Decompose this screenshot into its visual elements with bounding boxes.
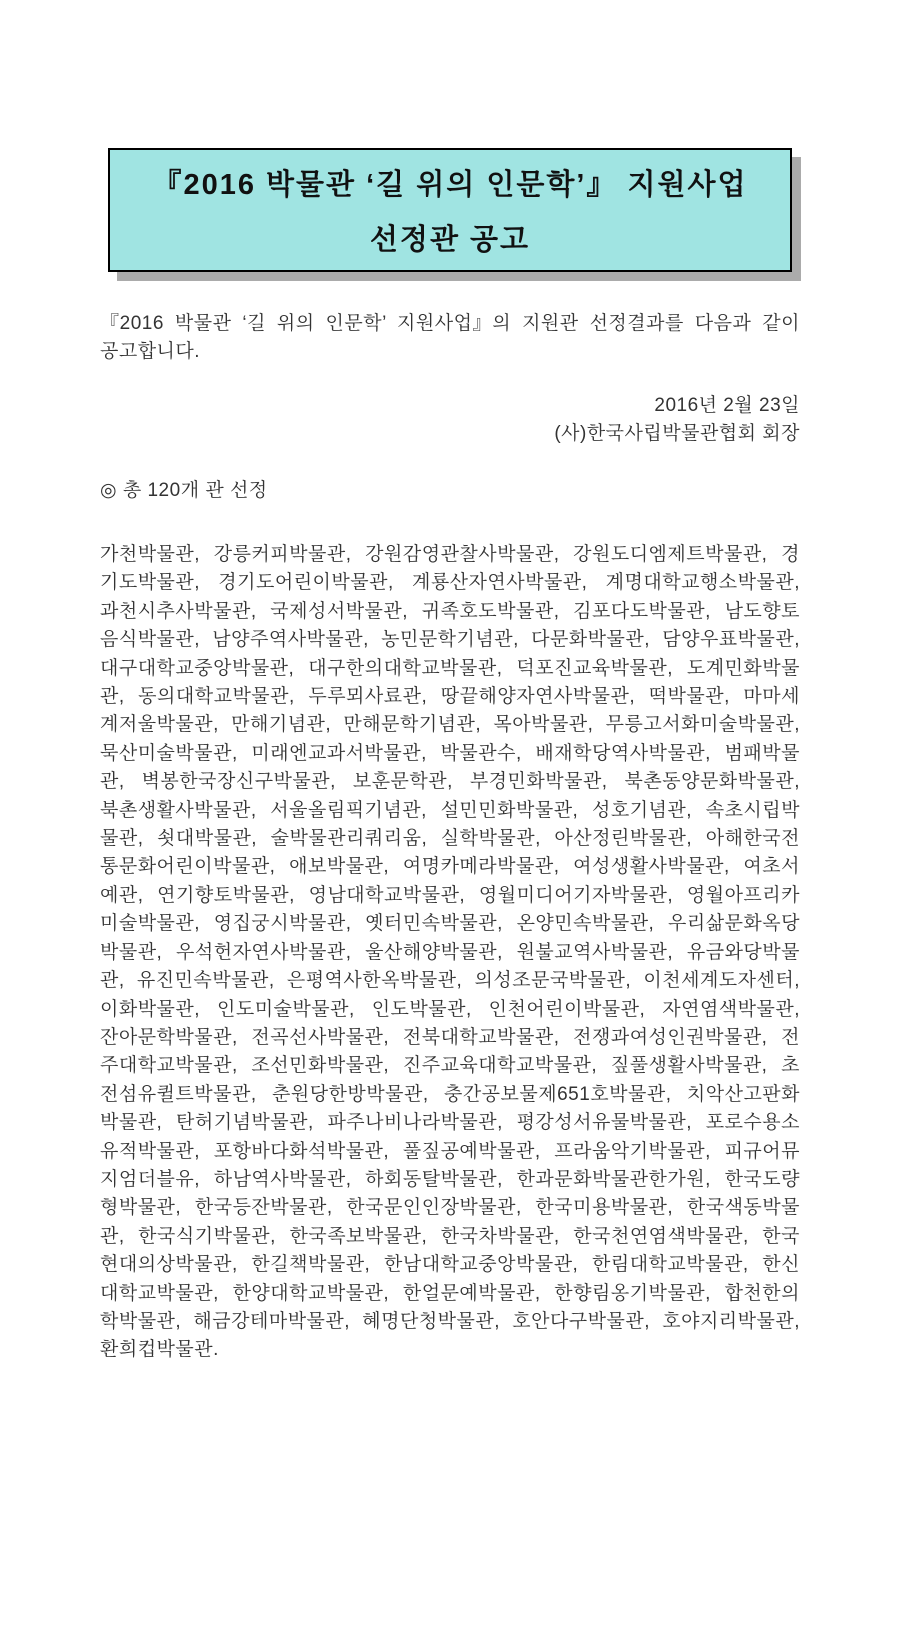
date-signature-block: [100, 392, 800, 448]
intro-paragraph: 『2016 박물관 ‘길 위의 인문학’ 지원사업』의 지원관 선정결과를 다음과 같이 공고합니다.: [100, 313, 800, 362]
selected-museums-list: 가천박물관, 강릉커피박물관, 강원감영관찰사박물관, 강원도디엠제트박물관, 경기도박물관, 경기도어린이박물관, 계룡산자연사박물관, 계명대학교행소박물관, 과천시추사박물관, 국제성서박물관, 귀족호도박물관, 김포다도박물관, 남도향토음식박물관, 남양주역사박물관, 농민문학기념관, 다문화박물관, 담양우표박물관, 대구대학교중앙박물관, 대구한의대학교박물관, 덕포진교육박물관, 도계민화박물관, 동의대학교박물관, 두루뫼사료관, 땅끝해양자연사박물관, 떡박물관, 마마세계저울박물관, 만해기념관, 만해문학기념관, 목아박물관, 무릉고서화미술박물관, 묵산미술박물관, 미래엔교과서박물관, 박물관수, 배재학당역사박물관, 범패박물관, 벽봉한국장신구박물관, 보훈문학관, 부경민화박물관, 북촌동양문화박물관, 북촌생활사박물관, 서울올림픽기념관, 설민민화박물관, 성호기념관, 속초시립박물관, 쇳대박물관, 술박물관리쿼리움, 실학박물관, 아산정린박물관, 아해한국전통문화어린이박물관, 애보박물관, 여명카메라박물관, 여성생활사박물관, 여초서예관, 연기향토박물관, 영남대학교박물관, 영월미디어기자박물관, 영월아프리카미술박물관, 영집궁시박물관, 옛터민속박물관, 온양민속박물관, 우리삶문화옥당박물관, 우석헌자연사박물관, 울산해양박물관, 원불교역사박물관, 유금와당박물관, 유진민속박물관, 은평역사한옥박물관, 의성조문국박물관, 이천세계도자센터, 이화박물관, 인도미술박물관, 인도박물관, 인천어린이박물관, 자연염색박물관, 잔아문학박물관, 전곡선사박물관, 전북대학교박물관, 전쟁과여성인권박물관, 전주대학교박물관, 조선민화박물관, 진주교육대학교박물관, 짚풀생활사박물관, 초전섬유퀼트박물관, 춘원당한방박물관, 충간공보물제651호박물관, 치악산고판화박물관, 탄허기념박물관, 파주나비나라박물관, 평강성서유물박물관, 포로수용소유적박물관, 포항바다화석박물관, 풀짚공예박물관, 프라움악기박물관, 피규어뮤지엄더블유, 하남역사박물관, 하회동탈박물관, 한과문화박물관한가원, 한국도량형박물관, 한국등잔박물관, 한국문인인장박물관, 한국미용박물관, 한국색동박물관, 한국식기박물관, 한국족보박물관, 한국차박물관, 한국천연염색박물관, 한국현대의상박물관, 한길책박물관, 한남대학교중앙박물관, 한림대학교박물관, 한신대학교박물관, 한양대학교박물관, 한얼문예박물관, 한향림옹기박물관, 합천한의학박물관, 해금강테마박물관, 혜명단청박물관, 호안다구박물관, 호야지리박물관, 환희컵박물관.: [100, 544, 800, 1361]
announcement-document: [0, 148, 900, 1649]
announcement-date: 2016년 2월 23일: [654, 395, 800, 416]
title-line-1: 『2016 박물관 ‘길 위의 인문학’』 지원사업: [152, 169, 748, 201]
announcing-organization: (사)한국사립박물관협회 회장: [554, 423, 800, 444]
selection-count-heading: ◎ 총 120개 관 선정: [100, 480, 268, 501]
title-box: [108, 148, 792, 272]
title-line-2: 선정관 공고: [369, 224, 531, 256]
